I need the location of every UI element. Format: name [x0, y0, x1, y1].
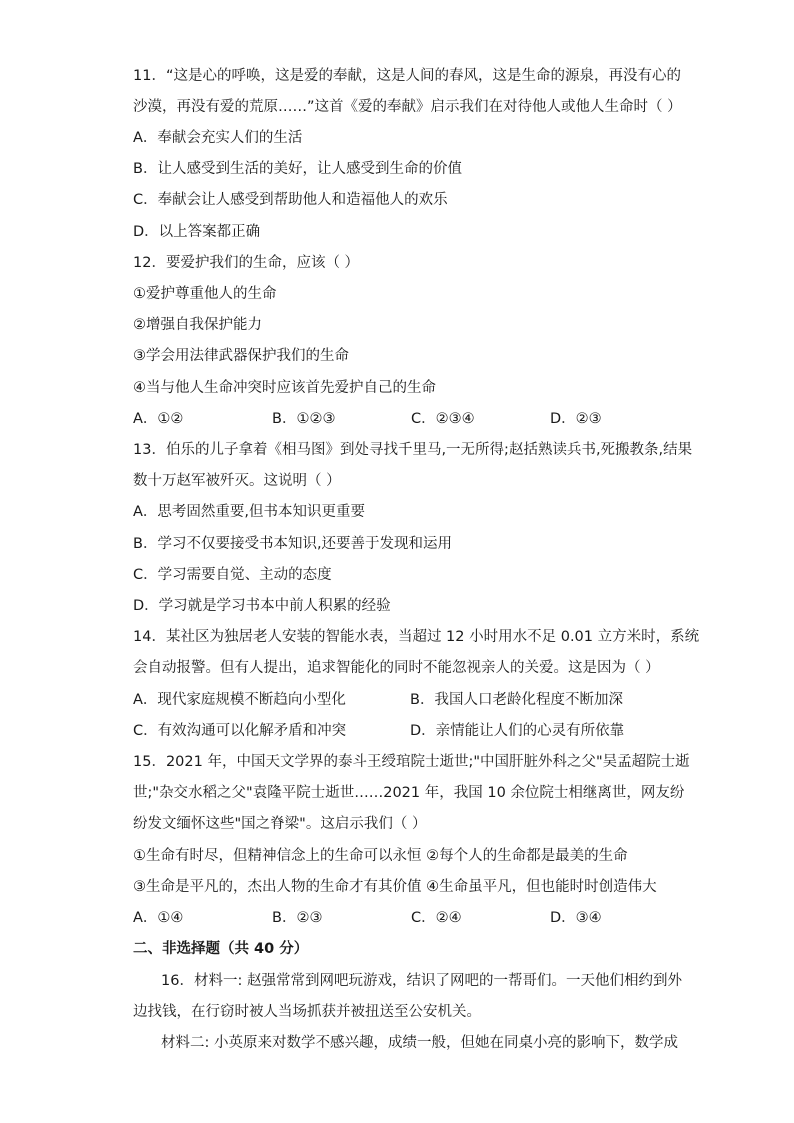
q13-option-b: B．学习不仅要接受书本知识,还要善于发现和运用: [133, 536, 453, 552]
q13-option-d: D．学习就是学习书本中前人积累的经验: [133, 598, 391, 614]
q16-material2-line1: 材料二: 小英原来对数学不感兴趣，成绩一般，但她在同桌小亮的影响下，数学成: [161, 1035, 678, 1051]
q13-stem-line2: 数十万赵军被歼灭。这说明（ ）: [133, 473, 341, 489]
q11-stem-line2: 沙漠，再没有爱的荒原……”这首《爱的奉献》启示我们在对待他人或他人生命时（ ）: [133, 99, 682, 115]
q11-option-c: C．奉献会让人感受到帮助他人和造福他人的欢乐: [133, 192, 448, 208]
q11-option-d: D．以上答案都正确: [133, 224, 261, 240]
q16-material1-line1: 16．材料一: 赵强常常到网吧玩游戏，结识了网吧的一帮哥们。一天他们相约到外: [161, 973, 682, 989]
q12-option-b: B．①②③: [272, 411, 336, 427]
q14-option-d: D．亲情能让人们的心灵有所依靠: [410, 723, 625, 739]
q11-stem-line1: 11．“这是心的呼唤，这是爱的奉献，这是人间的春风，这是生命的源泉，再没有心的: [133, 68, 681, 84]
q12-option-c: C．②③④: [411, 411, 475, 427]
q14-option-b: B．我国人口老龄化程度不断加深: [410, 692, 623, 708]
q11-option-a: A．奉献会充实人们的生活: [133, 130, 303, 146]
q14-option-a: A．现代家庭规模不断趋向小型化: [133, 692, 346, 708]
q15-option-a: A．①④: [133, 910, 184, 926]
q16-material1-line2: 边找钱，在行窃时被人当场抓获并被扭送至公安机关。: [133, 1004, 481, 1020]
q14-option-c: C．有效沟通可以化解矛盾和冲突: [133, 723, 347, 739]
q15-items-3-4: ③生命是平凡的，杰出人物的生命才有其价值 ④生命虽平凡，但也能时时创造伟大: [133, 879, 657, 895]
q15-stem-line1: 15．2021 年，中国天文学界的泰斗王绶琯院士逝世;"中国肝脏外科之父"吴孟超院士逝: [133, 754, 690, 770]
q13-option-a: A．思考固然重要,但书本知识更重要: [133, 504, 366, 520]
q11-option-b: B．让人感受到生活的美好，让人感受到生命的价值: [133, 161, 462, 177]
q15-option-c: C．②④: [411, 910, 462, 926]
q15-option-b: B．②③: [272, 910, 323, 926]
section-heading: 二、非选择题（共 40 分）: [133, 941, 309, 957]
q15-stem-line2: 世;"杂交水稻之父"袁隆平院士逝世……2021 年，我国 10 余位院士相继离世，网友纷: [133, 785, 685, 801]
q12-item-4: ④当与他人生命冲突时应该首先爱护自己的生命: [133, 380, 436, 396]
q15-stem-line3: 纷发文缅怀这些"国之脊梁"。这启示我们（ ）: [133, 816, 427, 832]
q13-option-c: C．学习需要自觉、主动的态度: [133, 567, 332, 583]
q12-item-1: ①爱护尊重他人的生命: [133, 286, 277, 302]
q12-item-3: ③学会用法律武器保护我们的生命: [133, 348, 349, 364]
q12-option-d: D．②③: [550, 411, 602, 427]
q12-item-2: ②增强自我保护能力: [133, 317, 262, 333]
q15-option-d: D．③④: [550, 910, 602, 926]
q14-stem-line2: 会自动报警。但有人提出，追求智能化的同时不能忽视亲人的关爱。这是因为（ ）: [133, 660, 660, 676]
q12-option-a: A．①②: [133, 411, 184, 427]
q12-stem: 12．要爱护我们的生命，应该（ ）: [133, 255, 360, 271]
q13-stem-line1: 13．伯乐的儿子拿着《相马图》到处寻找千里马,一无所得;赵括熟读兵书,死搬教条,结果: [133, 442, 693, 458]
q15-items-1-2: ①生命有时尽，但精神信念上的生命可以永恒 ②每个人的生命都是最美的生命: [133, 848, 628, 864]
q14-stem-line1: 14．某社区为独居老人安装的智能水表，当超过 12 小时用水不足 0.01 立方米时，系统: [133, 629, 700, 645]
